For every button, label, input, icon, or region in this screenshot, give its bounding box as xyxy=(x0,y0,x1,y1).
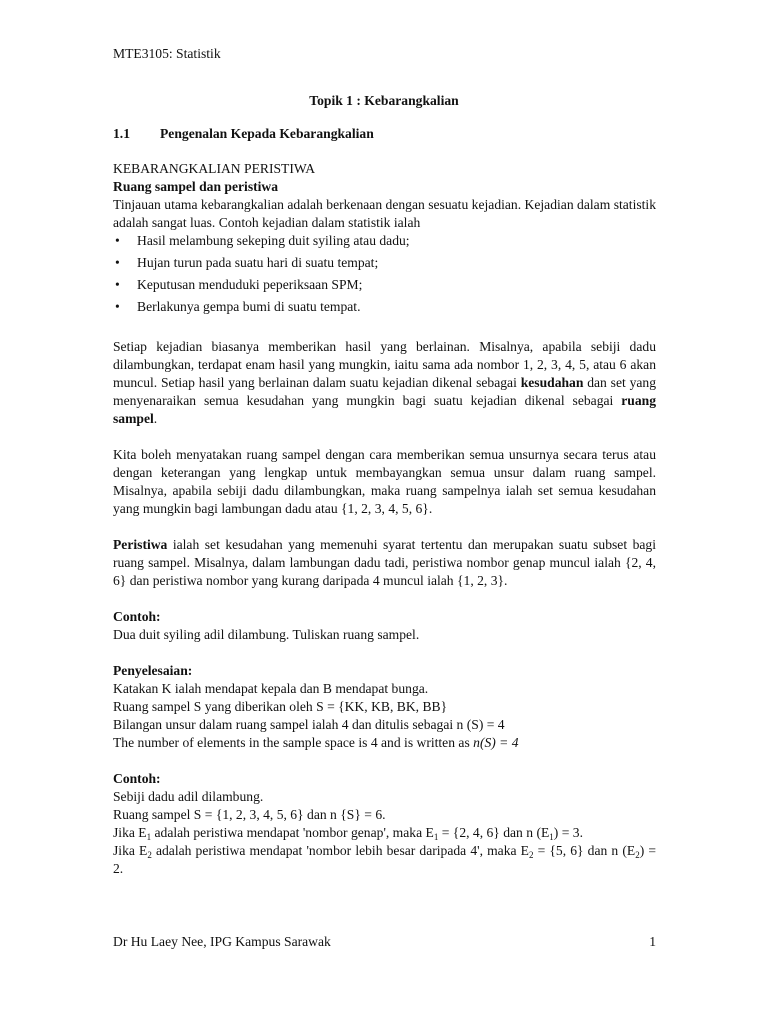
bullet-list xyxy=(113,232,656,320)
subheading: Ruang sampel dan peristiwa xyxy=(113,179,279,194)
page-number: 1 xyxy=(649,934,656,949)
solution-line: Bilangan unsur dalam ruang sampel ialah 4 dan ditulis sebagai n (S) = 4 xyxy=(113,717,505,732)
footer-author: Dr Hu Laey Nee, IPG Kampus Sarawak xyxy=(113,934,331,949)
intro-paragraph: Tinjauan utama kebarangkalian adalah berkenaan dengan sesuatu kejadian. Kejadian dalam statistik adalah sangat luas. Contoh kejadian dalam statistik ialah xyxy=(113,197,656,230)
solution-line: Katakan K ialah mendapat kepala dan B mendapat bunga. xyxy=(113,681,429,696)
example-label: Contoh: xyxy=(113,609,161,624)
list-item: • Berlakunya gempa bumi di suatu tempat. xyxy=(115,299,361,314)
list-item: • Hujan turun pada suatu hari di suatu tempat; xyxy=(115,255,379,270)
paragraph-event: Peristiwa ialah set kesudahan yang memenuhi syarat tertentu dan merupakan suatu subset bagi ruang sampel. Misalnya, dalam lambungan dadu tadi, peristiwa nombor genap muncul ialah {2, 4, 6} dan peristiwa nombor yang kurang daripada 4 muncul ialah {1, 2, 3}. xyxy=(113,537,656,588)
solution-line: Ruang sampel S yang diberikan oleh S = {KK, KB, BK, BB} xyxy=(113,699,448,714)
document-body xyxy=(113,160,656,878)
example-line: Ruang sampel S = {1, 2, 3, 4, 5, 6} dan n {S} = 6. xyxy=(113,807,386,822)
section-heading xyxy=(113,125,374,143)
term-kesudahan: kesudahan xyxy=(520,375,584,390)
running-header: MTE3105: Statistik xyxy=(113,46,221,61)
example-line: Jika $E_2$ adalah peristiwa mendapat 'nombor lebih besar daripada 4', maka $E_2 = \{5$, 6} dan n $(E_2) = 2$. xyxy=(113,843,657,876)
list-item: • Keputusan menduduki peperiksaan SPM; xyxy=(115,277,363,292)
formula: n(S) = 4 xyxy=(473,735,519,750)
section-number: 1.1 xyxy=(113,126,130,141)
example-line: Jika $E_1$ adalah peristiwa mendapat 'nombor genap', maka $E_1 = \{2$, 4, 6} dan n $(E_1) = 3$. xyxy=(113,825,583,842)
term-ruang-sampel: ruang sampel xyxy=(113,393,656,426)
solution-label: Penyelesaian: xyxy=(113,663,193,678)
section-title: Pengenalan Kepada Kebarangkalian xyxy=(160,126,374,141)
bullet-icon: • xyxy=(115,255,120,270)
heading-main: KEBARANGKALIAN PERISTIWA xyxy=(113,161,316,176)
solution-line-english: The number of elements in the sample space is 4 and is written as n(S) = 4 xyxy=(113,735,519,750)
bullet-icon: • xyxy=(115,233,120,248)
paragraph-sample-space: Kita boleh menyatakan ruang sampel dengan cara memberikan semua unsurnya secara terus atau dengan keterangan yang lengkap untuk membayangkan semua unsur dalam ruang sampel. Misalnya, apabila sebiji dadu dilambungkan, maka ruang sampelnya ialah set semua kesudahan yang mungkin bagi lambungan dadu atau {1, 2, 3, 4, 5, 6}. xyxy=(113,447,656,516)
term-peristiwa: Peristiwa xyxy=(113,537,168,552)
list-item: • Hasil melambung sekeping duit syiling atau dadu; xyxy=(115,233,410,248)
example-text: Dua duit syiling adil dilambung. Tuliskan ruang sampel. xyxy=(113,627,420,642)
example-line: Sebiji dadu adil dilambung. xyxy=(113,789,264,804)
paragraph-outcomes: Setiap kejadian biasanya memberikan hasil yang berlainan. Misalnya, apabila sebiji dadu dilambungkan, terdapat enam hasil yang mungkin, iaitu sama ada nombor 1, 2, 3, 4, 5, atau 6 akan muncul. Setiap hasil yang berlainan dalam suatu kejadian dikenal sebagai kesudahan dan set yang menyenaraikan semua kesudahan yang mungkin bagi suatu kejadian dikenal sebagai ruang sampel. xyxy=(113,339,656,426)
page-footer xyxy=(113,933,656,951)
example-label: Contoh: xyxy=(113,771,161,786)
bullet-icon: • xyxy=(115,277,120,292)
topic-title: Topik 1 : Kebarangkalian xyxy=(309,93,459,108)
bullet-icon: • xyxy=(115,299,120,314)
